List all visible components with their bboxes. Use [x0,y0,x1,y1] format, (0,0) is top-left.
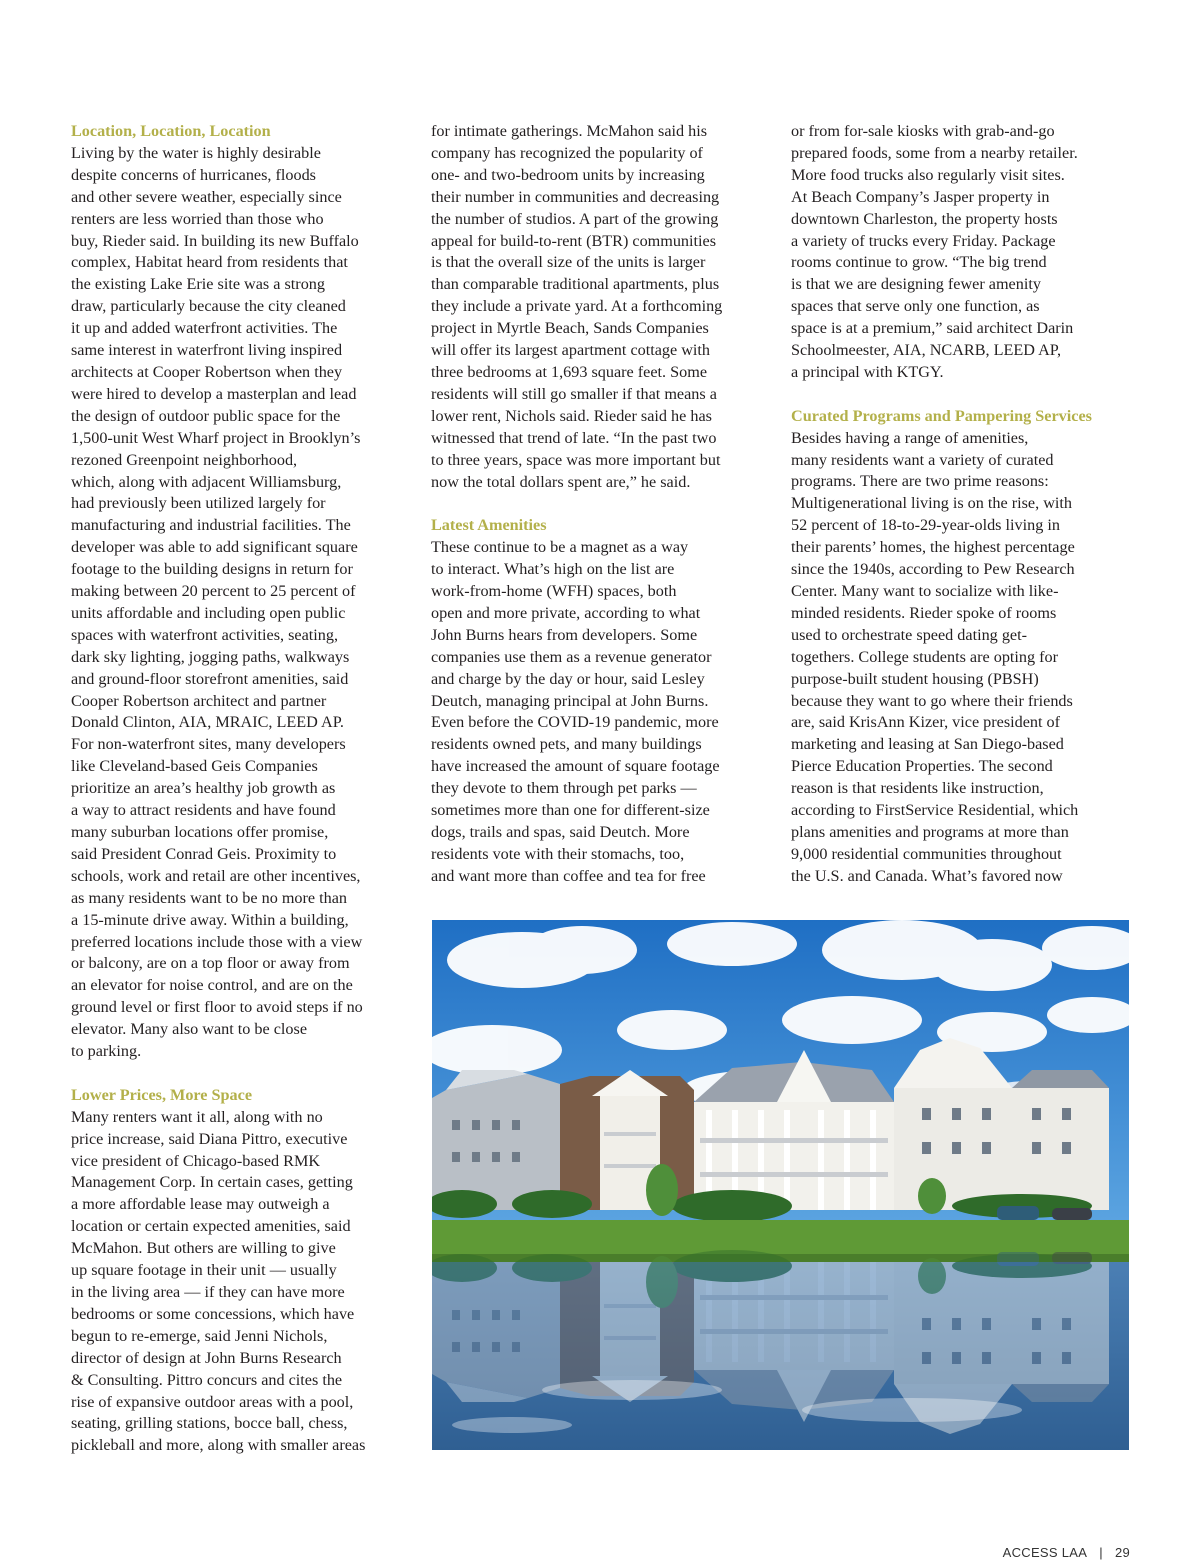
text-line: ground level or first floor to avoid steps if no [71,998,363,1017]
text-line: the design of outdoor public space for the [71,406,341,425]
text-line: Deutch, managing principal at John Burns. [431,691,709,710]
text-line: Schoolmeester, AIA, NCARB, LEED AP, [791,341,1062,360]
text-line: to parking. [71,1042,142,1061]
text-line: McMahon. But others are willing to give [71,1239,336,1258]
text-line: draw, particularly because the city cleaned [71,297,346,316]
text-line: used to orchestrate speed dating get- [791,625,1027,644]
text-line: a variety of trucks every Friday. Package [791,231,1056,250]
text-line: witnessed that trend of late. “In the past two [431,428,717,447]
text-line: for intimate gatherings. McMahon said his [431,122,708,140]
text-line: togethers. College students are opting for [791,647,1059,666]
page-number: 29 [1114,1545,1130,1560]
section-heading: Location, Location, Location [71,122,271,140]
text-line: it up and added waterfront activities. The [71,319,338,338]
text-line: a more affordable lease may outweigh a [71,1195,330,1214]
text-line: a 15-minute drive away. Within a building, [71,910,349,929]
text-line: Management Corp. In certain cases, getting [71,1173,353,1192]
text-line: spaces that serve only one function, as [791,297,1040,316]
text-line: marketing and leasing at San Diego-based [791,735,1064,754]
text-line: architects at Cooper Robertson when they [71,362,343,381]
section-heading: Latest Amenities [431,516,547,535]
text-line: companies use them as a revenue generator [431,647,712,666]
text-line: despite concerns of hurricanes, floods [71,165,316,184]
text-line: as many residents want to be no more than [71,888,348,907]
text-line: is that we are designing fewer amenity [791,275,1041,294]
text-line: price increase, said Diana Pittro, executive [71,1129,348,1148]
text-line: pickleball and more, along with smaller areas [71,1436,366,1455]
text-line: Even before the COVID-19 pandemic, more [431,713,719,732]
text-line: said President Conrad Geis. Proximity to [71,844,337,863]
text-line: begun to re-emerge, said Jenni Nichols, [71,1326,328,1345]
text-line: plans amenities and programs at more than [791,822,1069,841]
text-line: company has recognized the popularity of [431,143,703,162]
article-column-3 [791,121,1131,888]
text-line: the U.S. and Canada. What’s favored now [791,866,1063,885]
text-line: manufacturing and industrial facilities. The [71,516,351,535]
text-line: or balcony, are on a top floor or away from [71,954,350,973]
text-line: many residents want a variety of curated [791,450,1054,469]
text-line: renters are less worried than those who [71,209,324,228]
text-line: an elevator for noise control, and are on the [71,976,353,995]
text-line: than comparable traditional apartments, plus [431,275,720,294]
text-line: many suburban locations offer promise, [71,823,329,841]
text-line: they devote to them through pet parks — [431,779,697,798]
text-line: 52 percent of 18-to-29-year-olds living in [791,516,1060,535]
section-heading: Curated Programs and Pampering Services [791,406,1092,425]
text-line: the number of studios. A part of the growing [431,209,719,228]
text-line: and ground-floor storefront amenities, said [71,669,349,688]
text-line: John Burns hears from developers. Some [431,625,698,644]
text-line: project in Myrtle Beach, Sands Companies [431,319,709,338]
text-line: will offer its largest apartment cottage with [431,341,711,360]
text-line: minded residents. Rieder spoke of rooms [791,603,1057,622]
text-line: open and more private, according to what [431,603,701,622]
text-line: had previously been utilized largely for [71,494,326,513]
text-line: work-from-home (WFH) spaces, both [431,582,677,601]
text-line: space is at a premium,” said architect Darin [791,319,1074,338]
text-line: More food trucks also regularly visit sites. [791,165,1065,184]
text-line: rezoned Greenpoint neighborhood, [71,450,298,469]
text-line: same interest in waterfront living inspired [71,341,343,360]
text-line: lower rent, Nichols said. Rieder said he has [431,406,712,425]
text-line: up square footage in their unit — usually [71,1261,337,1280]
text-line: a way to attract residents and have found [71,801,336,820]
text-line: 1,500-unit West Wharf project in Brooklyn’s [71,428,361,447]
paragraph-gap [431,493,771,515]
text-line: which, along with adjacent Williamsburg, [71,472,342,491]
text-line: because they want to go where their friends [791,691,1073,710]
text-line: seating, grilling stations, bocce ball, chess, [71,1414,348,1433]
text-line: were hired to develop a masterplan and lead [71,384,357,403]
text-line: schools, work and retail are other incentives, [71,866,361,885]
text-line: in the living area — if they can have more [71,1283,345,1302]
text-line: location or certain expected amenities, said [71,1217,351,1236]
article-column-2 [431,121,771,888]
text-line: like Cleveland-based Geis Companies [71,757,318,776]
text-line: reason is that residents like instruction, [791,779,1044,798]
text-line: & Consulting. Pittro concurs and cites the [71,1370,343,1389]
text-line: to three years, space was more important but [431,450,721,469]
text-line: 9,000 residential communities throughout [791,844,1062,863]
article-column-1 [71,121,411,1457]
text-line: rooms continue to grow. “The big trend [791,253,1047,272]
publication-name: ACCESS LAA [1002,1545,1088,1560]
text-line: downtown Charleston, the property hosts [791,209,1058,228]
text-line: residents owned pets, and many buildings [431,735,702,754]
text-line: spaces with waterfront activities, seating, [71,625,339,644]
text-line: prepared foods, some from a nearby retailer. [791,143,1078,162]
text-line: Center. Many want to socialize with like- [791,582,1059,601]
folio-separator: | [1099,1545,1103,1560]
text-line: purpose-built student housing (PBSH) [791,669,1039,688]
apartment-complex-photo [432,920,1129,1450]
text-line: Living by the water is highly desirable [71,143,321,162]
text-line: and want more than coffee and tea for free [431,866,706,885]
text-line: dark sky lighting, jogging paths, walkways [71,647,350,666]
text-line: For non-waterfront sites, many developers [71,735,346,754]
text-line: and other severe weather, especially since [71,187,342,206]
text-line: rise of expansive outdoor areas with a pool, [71,1392,354,1411]
text-line: sometimes more than one for different-size [431,801,710,820]
text-line: vice president of Chicago-based RMK [71,1151,321,1170]
text-line: now the total dollars spent are,” he said. [431,472,691,491]
text-line: appeal for build-to-rent (BTR) communities [431,231,717,250]
text-line: Pierce Education Properties. The second [791,757,1053,776]
text-line: residents vote with their stomachs, too, [431,844,685,863]
text-line: are, said KrisAnn Kizer, vice president of [791,713,1061,732]
section-heading: Lower Prices, More Space [71,1085,253,1104]
text-line: a principal with KTGY. [791,362,944,381]
paragraph-gap [71,1063,411,1085]
paragraph-gap [791,384,1131,406]
text-line: prioritize an area’s healthy job growth as [71,779,336,798]
text-line: making between 20 percent to 25 percent of [71,582,356,601]
text-line: their number in communities and decreasing [431,187,720,206]
text-line: director of design at John Burns Research [71,1348,342,1367]
text-line: is that the overall size of the units is larger [431,253,706,272]
text-line: bedrooms or some concessions, which have [71,1304,355,1323]
text-line: elevator. Many also want to be close [71,1020,307,1039]
text-line: or from for-sale kiosks with grab-and-go [791,122,1055,140]
text-line: Many renters want it all, along with no [71,1107,323,1126]
text-line: Donald Clinton, AIA, MRAIC, LEED AP. [71,713,344,732]
text-line: preferred locations include those with a view [71,932,363,951]
text-line: programs. There are two prime reasons: [791,472,1049,491]
text-line: Multigenerational living is on the rise, with [791,494,1072,513]
text-line: buy, Rieder said. In building its new Buffalo [71,231,359,250]
text-line: These continue to be a magnet as a way [431,538,689,557]
text-line: since the 1940s, according to Pew Research [791,560,1075,579]
text-line: they include a private yard. At a forthcoming [431,297,723,316]
text-line: their parents’ homes, the highest percentage [791,538,1075,557]
text-line: have increased the amount of square footage [431,757,720,776]
text-line: Besides having a range of amenities, [791,428,1029,447]
text-line: Cooper Robertson architect and partner [71,691,327,710]
text-line: one- and two-bedroom units by increasing [431,165,705,184]
text-line: residents will still go smaller if that means a [431,384,717,403]
text-line: developer was able to add significant square [71,538,358,557]
text-line: footage to the building designs in return for [71,560,353,579]
text-line: the existing Lake Erie site was a strong [71,275,325,294]
text-line: according to FirstService Residential, which [791,801,1079,820]
text-line: to interact. What’s high on the list are [431,560,675,579]
text-line: complex, Habitat heard from residents that [71,253,348,272]
text-line: units affordable and including open public [71,603,346,622]
text-line: three bedrooms at 1,693 square feet. Some [431,362,708,381]
text-line: and charge by the day or hour, said Lesley [431,669,705,688]
text-line: At Beach Company’s Jasper property in [791,187,1050,206]
text-line: dogs, trails and spas, said Deutch. More [431,822,690,841]
